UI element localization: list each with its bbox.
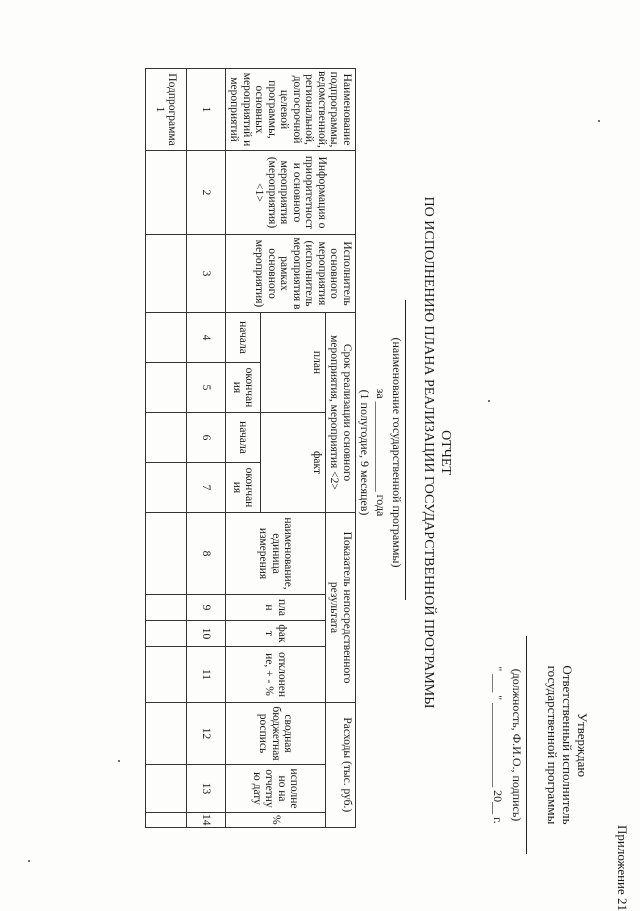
header-cell-fact: факт (260, 413, 325, 513)
empty-cell (146, 313, 187, 363)
header-cell-ind-fact: факт (226, 621, 326, 647)
date-line: " ___ " ______________ 20__ г. (491, 666, 505, 824)
program-name-line (405, 300, 418, 600)
column-number: 11 (187, 647, 226, 703)
approve-title: Утверждаю (575, 712, 590, 778)
column-number: 3 (187, 235, 226, 313)
title-line1: ОТЧЕТ (438, 430, 453, 475)
program-hint: (наименование государственной программы) (390, 337, 404, 568)
column-number: 13 (187, 765, 226, 813)
header-cell-plan-start: начала (226, 313, 261, 363)
period-hint: (1 полугодие, 9 месяцев) (358, 389, 372, 516)
column-number: 4 (187, 313, 226, 363)
empty-cell (146, 463, 187, 513)
title-line2: ПО ИСПОЛНЕНИЮ ПЛАНА РЕАЛИЗАЦИИ ГОСУДАРСТВЕННОЙ ПРОГРАММЫ (421, 196, 436, 709)
column-number: 7 (187, 463, 226, 513)
column-number: 12 (187, 703, 226, 765)
empty-cell (146, 813, 187, 828)
column-number: 6 (187, 413, 226, 463)
header-cell-ind-plan: план (226, 595, 326, 621)
empty-cell (146, 595, 187, 621)
header-cell-executor: Исполнитель основного мероприятия (исполнитель мероприятия в рамках основного мероприятия) (226, 235, 356, 313)
empty-cell (146, 621, 187, 647)
empty-cell (146, 647, 187, 703)
scan-speck (598, 120, 600, 122)
column-number: 14 (187, 813, 226, 828)
empty-cell (146, 363, 187, 413)
empty-cell (146, 413, 187, 463)
column-number: 5 (187, 363, 226, 413)
header-cell-term: Срок реализации основного мероприятия, мероприятия <2> (326, 313, 356, 513)
header-cell-plan-end: окончания (226, 363, 261, 413)
empty-cell (146, 703, 187, 765)
scan-speck (488, 400, 490, 402)
header-cell-exp-exec: исполнено на отчетную дату (226, 765, 326, 813)
column-number: 8 (187, 513, 226, 595)
column-number: 10 (187, 621, 226, 647)
scan-speck (28, 860, 30, 862)
approve-role-line2: государственной программы (545, 665, 560, 825)
header-cell-exp-budget: сводная бюджетная роспись (226, 703, 326, 765)
header-cell-plan: план (260, 313, 325, 413)
header-cell-priority: Информация о приоритетности основного мероприятия (мероприятия) <1> (226, 151, 356, 235)
column-number: 2 (187, 151, 226, 235)
empty-cell (146, 765, 187, 813)
period-line: за _______________ года (374, 388, 388, 517)
header-cell-expenses: Расходы (тыс. руб.) (326, 703, 356, 828)
header-cell-name: Наименование подпрограммы, ведомственной, региональной, долгосрочной целевой программы, основных мероприятий и мероприятий (226, 69, 356, 151)
approval-block (490, 630, 590, 860)
header-cell-exp-pct: % (226, 813, 326, 828)
empty-cell (146, 151, 187, 235)
document-title (420, 0, 454, 905)
position-hint: (должность, Ф.И.О., подпись) (510, 668, 524, 822)
header-cell-ind-dev: отклонение, + - % (226, 647, 326, 703)
column-number-row (187, 69, 226, 828)
signature-line (526, 636, 541, 854)
header-cell-fact-end: окончания (226, 463, 261, 513)
scan-speck (118, 760, 120, 762)
empty-cell (146, 235, 187, 313)
header-cell-indicator: Показатель непосредственного результата (326, 513, 356, 703)
approve-role-line1: Ответственный исполнитель (560, 665, 575, 825)
subprogram-cell: Подпрограмма 1 (146, 69, 187, 151)
table-row (146, 69, 187, 828)
header-cell-fact-start: начала (226, 413, 261, 463)
appendix-label: Приложение 21 (615, 825, 630, 911)
column-number: 9 (187, 595, 226, 621)
header-cell-ind-name: наименование, единица измерения (226, 513, 326, 595)
column-number: 1 (187, 69, 226, 151)
report-table (145, 68, 356, 828)
empty-cell (146, 513, 187, 595)
